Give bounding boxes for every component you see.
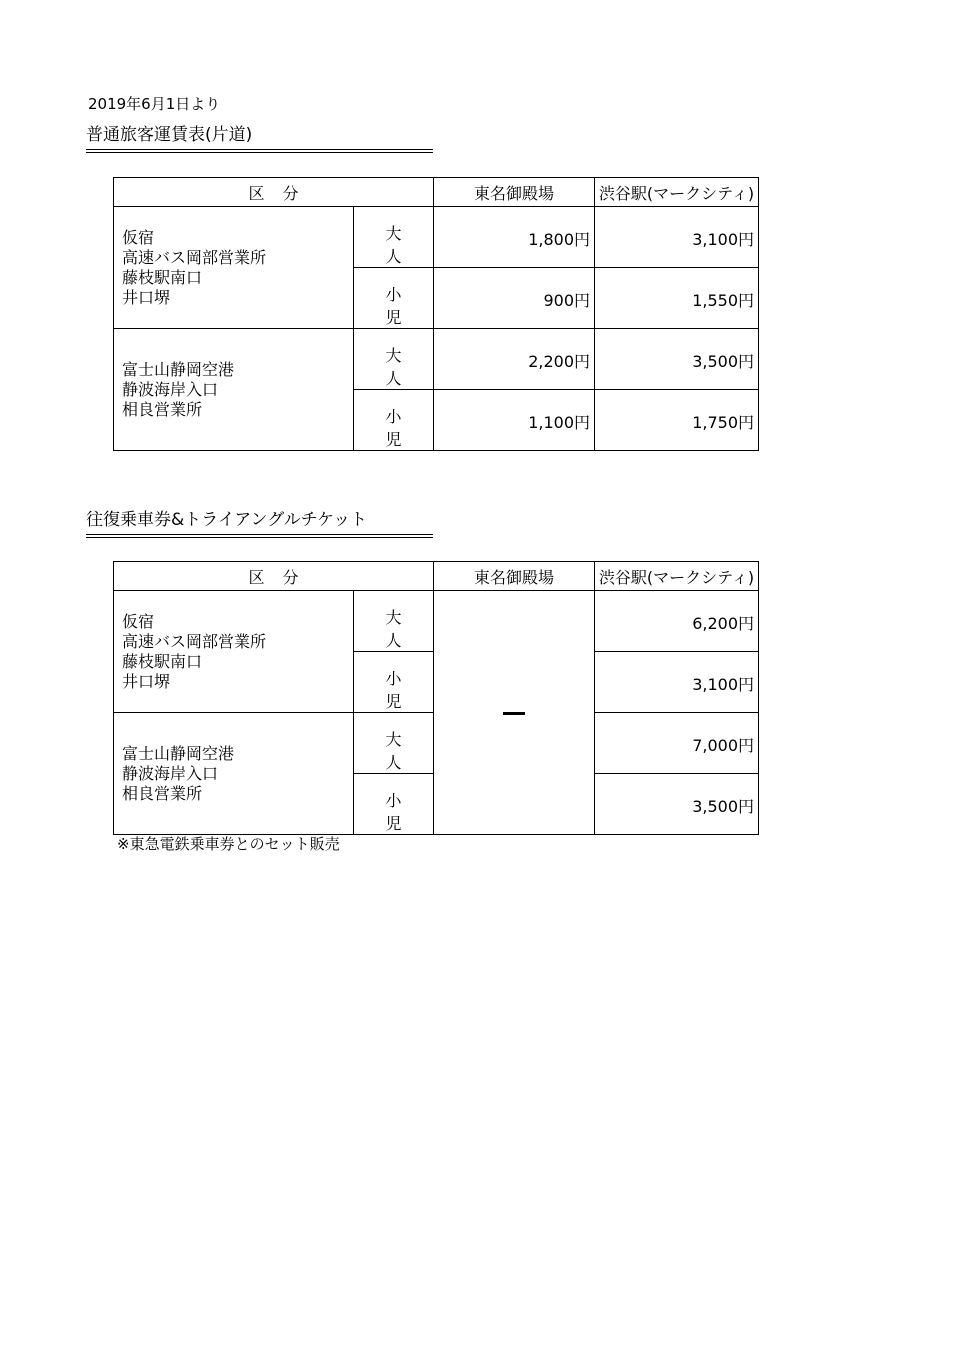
stop-name: 仮宿 [122,227,155,247]
passenger-type-child: 小児 [354,652,434,713]
stop-name: 仮宿 [122,611,155,631]
passenger-type-child: 小児 [354,774,434,835]
section-title-one-way: 普通旅客運賃表(片道) [86,120,433,150]
fare-cell: 1,550円 [595,268,759,329]
passenger-type-adult: 大人 [354,207,434,268]
header-kubun: 区分 [114,562,434,591]
fare-cell: 3,500円 [595,774,759,835]
fare-cell: 6,200円 [595,591,759,652]
stop-name: 藤枝駅南口 [122,651,203,671]
passenger-type-adult: 大人 [354,713,434,774]
stop-name: 静波海岸入口 [122,379,219,399]
footnote: ※東急電鉄乗車券とのセット販売 [117,835,340,853]
fare-cell: 900円 [434,268,595,329]
fare-cell: 7,000円 [595,713,759,774]
fare-cell: 1,100円 [434,390,595,451]
table-header-row [114,178,759,207]
stop-name: 井口堺 [122,671,171,691]
dash-mark [503,712,525,715]
stop-name: 藤枝駅南口 [122,267,203,287]
header-tomei-gotemba: 東名御殿場 [434,178,595,207]
fare-cell: 2,200円 [434,329,595,390]
stop-name: 高速バス岡部営業所 [122,631,267,651]
stop-name: 相良営業所 [122,783,203,803]
header-shibuya: 渋谷駅(マークシティ) [595,178,759,207]
section-title-round-trip: 往復乗車券&トライアングルチケット [86,505,433,535]
fare-cell: 3,500円 [595,329,759,390]
stop-name: 高速バス岡部営業所 [122,247,267,267]
not-available-cell [434,591,595,835]
stop-list [114,591,354,713]
stop-name: 静波海岸入口 [122,763,219,783]
fare-cell: 3,100円 [595,652,759,713]
fare-cell: 1,800円 [434,207,595,268]
effective-date: 2019年6月1日より [88,95,221,113]
table-row [114,591,759,652]
stop-list [114,329,354,451]
stop-name: 富士山静岡空港 [122,743,235,763]
table-header-row [114,562,759,591]
stop-name: 井口堺 [122,287,171,307]
header-tomei-gotemba: 東名御殿場 [434,562,595,591]
table-row [114,207,759,268]
round-trip-fare-table [113,561,759,835]
passenger-type-child: 小児 [354,390,434,451]
fare-cell: 3,100円 [595,207,759,268]
stop-list [114,207,354,329]
stop-list [114,713,354,835]
one-way-fare-table [113,177,759,451]
passenger-type-adult: 大人 [354,591,434,652]
stop-name: 相良営業所 [122,399,203,419]
stop-name: 富士山静岡空港 [122,359,235,379]
passenger-type-child: 小児 [354,268,434,329]
header-shibuya: 渋谷駅(マークシティ) [595,562,759,591]
header-kubun: 区分 [114,178,434,207]
passenger-type-adult: 大人 [354,329,434,390]
table-row [114,329,759,390]
fare-cell: 1,750円 [595,390,759,451]
